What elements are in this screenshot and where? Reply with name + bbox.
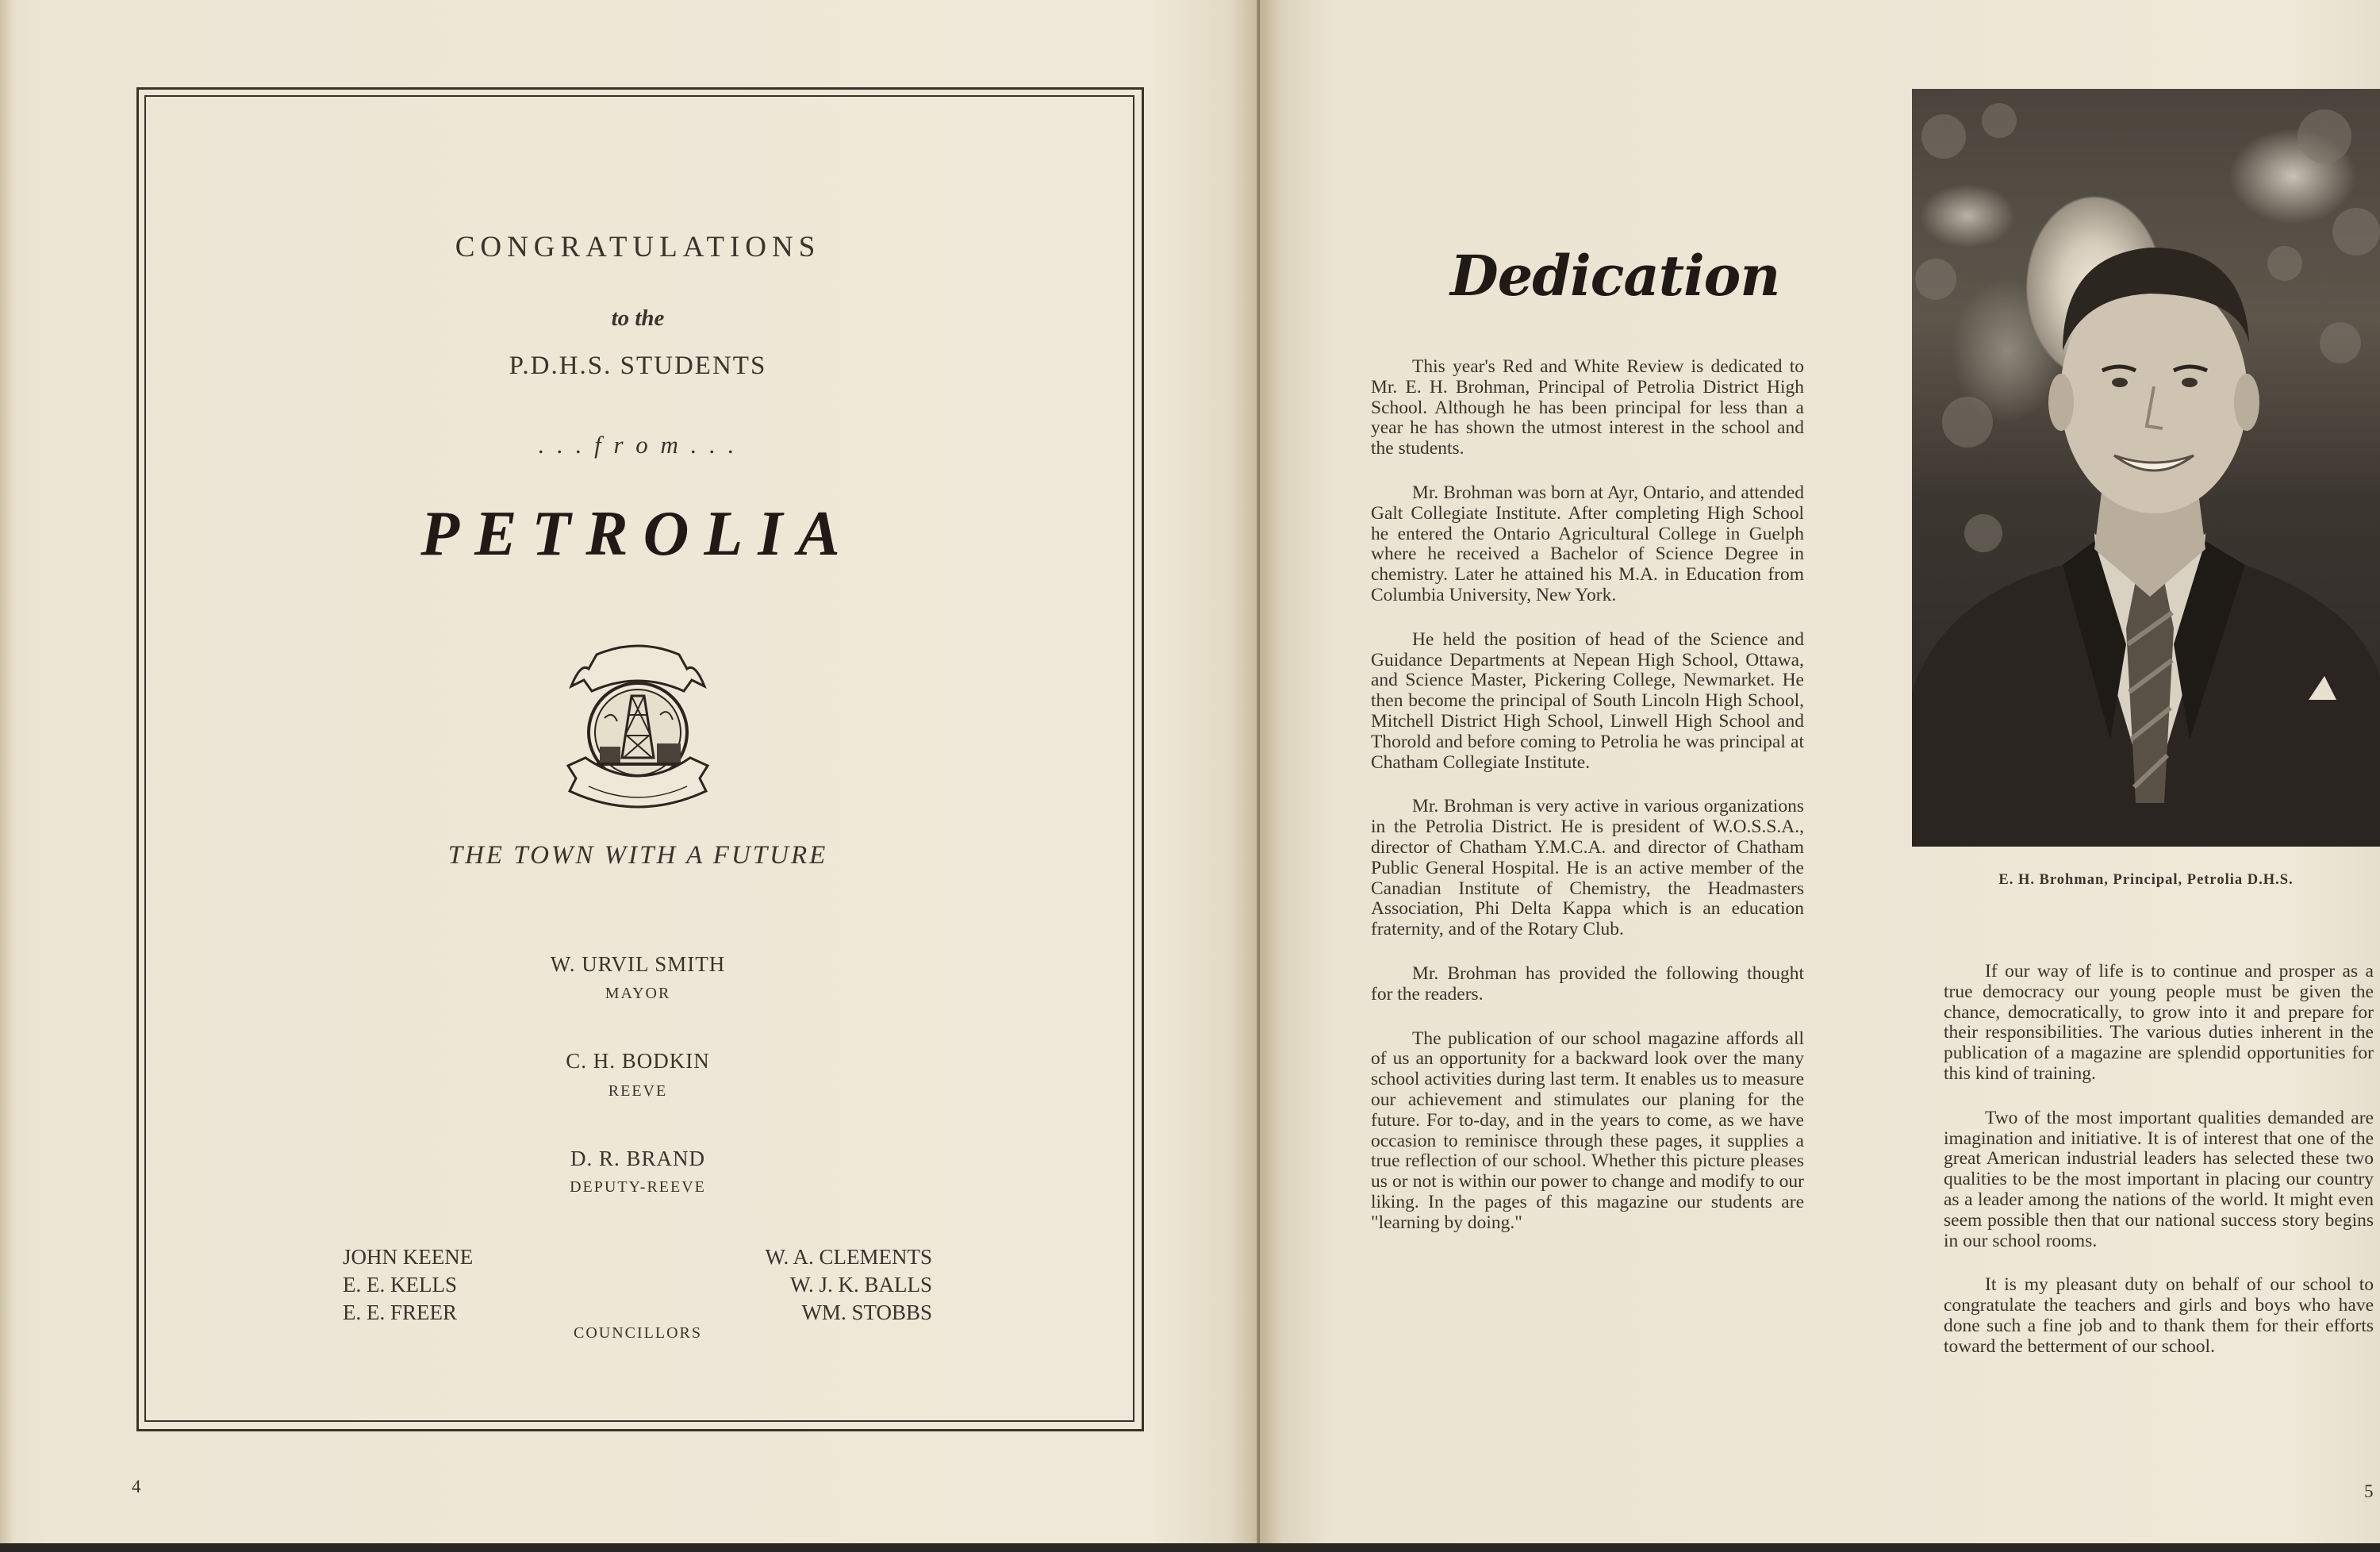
paragraph: The publication of our school magazine affords all of us an opportunity for a backward look over the many school activities during last term. It enables us to measure our achievement and stimulates our planing for the future. For to-day, and in the years to come, as we have occasion to reminisce through these pages, it supplies a true reflection of our school. Whether this picture pleases us or not is within our power to change and modify to our liking. In the pages of this magazine our students are "learning by doing." [1371, 1028, 1804, 1233]
official-name: C. H. BODKIN [566, 1049, 710, 1073]
town-seal-icon [565, 639, 711, 812]
paragraph: Two of the most important qualities demanded are imagination and initiative. It is of interest that one of the great American industrial leaders has selected these two qualities to be the most important in placing our country as a leader among the nations of the world. It might even seem possible then that our national success story begins in our school rooms. [1944, 1107, 2374, 1251]
official-title: REEVE [608, 1082, 668, 1100]
town-name: PETROLIA [420, 499, 855, 569]
paragraph: This year's Red and White Review is dedicated to Mr. E. H. Brohman, Principal of Petrolia District High School. Although he has been principal for less than a year he has shown the utmost interest in the school and the students. [1371, 356, 1804, 459]
official-name: D. R. BRAND [570, 1147, 706, 1170]
councillor-name: WM. STOBBS [801, 1300, 932, 1324]
councillor-name: E. E. FREER [343, 1300, 458, 1324]
councillor-name: JOHN KEENE [343, 1245, 474, 1269]
councillors-label: COUNCILLORS [573, 1324, 702, 1342]
principal-photo [1912, 89, 2380, 847]
photo-caption: E. H. Brohman, Principal, Petrolia D.H.S. [1998, 872, 2294, 888]
page-number-left: 4 [132, 1477, 141, 1496]
councillors-right-list [682, 1243, 932, 1327]
dedication-title: Dedication [1450, 243, 1780, 309]
to-the-text: to the [611, 305, 665, 331]
paragraph: Mr. Brohman was born at Ayr, Ontario, and attended Galt Collegiate Institute. After completing High School he entered the Ontario Agricultural College in Guelph where he received a Bachelor of Science Degree in chemistry. Later he attained his M.A. in Education from Columbia University, New York. [1371, 482, 1804, 605]
official-title: MAYOR [605, 985, 671, 1002]
paragraph: Mr. Brohman is very active in various organizations in the Petrolia District. He is president of W.O.S.S.A., director of Chatham Y.M.C.A. and director of Chatham Public General Hospital. He is an active member of the Canadian Institute of Chemistry, the Headmasters Association, Phi Delta Kappa which is an education fraternity, and of the Rotary Club. [1371, 796, 1804, 940]
councillor-name: E. E. KELLS [343, 1273, 457, 1297]
councillors-left-list [343, 1243, 473, 1327]
students-text: P.D.H.S. STUDENTS [509, 352, 767, 380]
paragraph: He held the position of head of the Science and Guidance Departments at Nepean High School, Ottawa, and Science Master, Pickering College, Newmarket. He then become the principal of South Lincoln High School, Mitchell District High School, Linwell High School and Thorold and before coming to Petrolia he was principal at Chatham Collegiate Institute. [1371, 628, 1804, 773]
from-text: . . . f r o m . . . [538, 431, 738, 459]
congratulations-heading: CONGRATULATIONS [455, 231, 821, 263]
paragraph: If our way of life is to continue and prosper as a true democracy our young people must be given the chance, democratically, to grow into it and prepare for their responsibilities. The various duties inherent in the publication of a magazine are splendid opportunities for this kind of training. [1944, 961, 2374, 1084]
dedication-column-1 [1371, 357, 1804, 1257]
dedication-column-2 [1944, 962, 2374, 1381]
official-name: W. URVIL SMITH [550, 952, 726, 976]
paragraph: It is my pleasant duty on behalf of our school to congratulate the teachers and girls and boys who have done such a fine job and to thank them for their efforts toward the betterment of our school. [1944, 1274, 2374, 1357]
town-slogan: THE TOWN WITH A FUTURE [447, 841, 828, 870]
official-title: DEPUTY-REEVE [570, 1178, 706, 1196]
councillor-name: W. A. CLEMENTS [765, 1245, 932, 1269]
paragraph: Mr. Brohman has provided the following thought for the readers. [1371, 962, 1804, 1005]
councillor-name: W. J. K. BALLS [789, 1273, 932, 1297]
page-number-right: 5 [2364, 1481, 2374, 1501]
